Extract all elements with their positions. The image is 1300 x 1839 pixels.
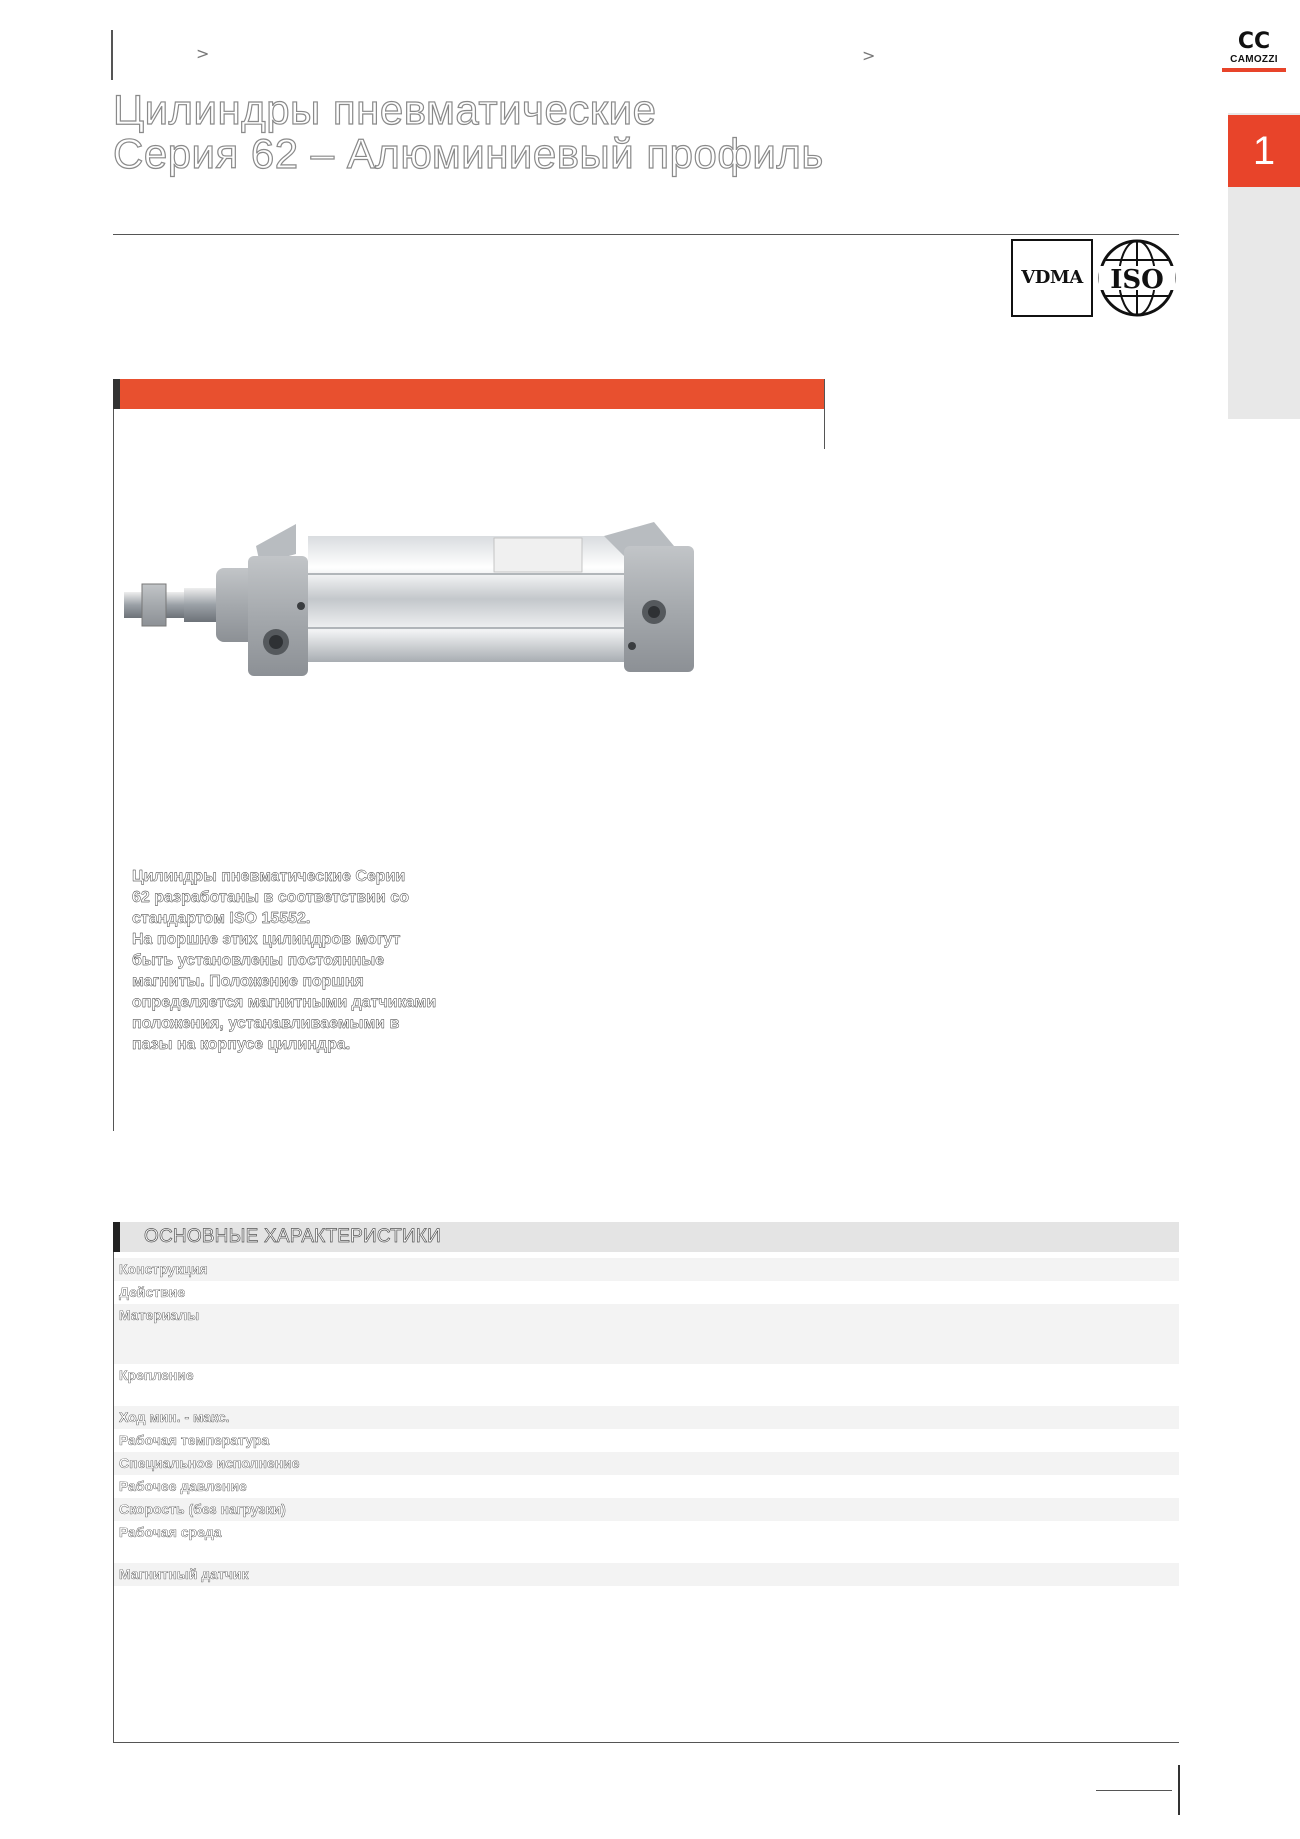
logo-underline (1222, 68, 1286, 72)
specs-bottom-border (113, 1742, 1179, 1743)
product-box-right-border (824, 379, 825, 449)
footer-bar (1178, 1765, 1180, 1815)
breadcrumb-bar (111, 30, 113, 80)
spec-row-special-version (114, 1452, 1179, 1475)
spec-label: Действие (119, 1284, 186, 1300)
spec-row-pressure (114, 1475, 1179, 1498)
vdma-logo: VDMA (1011, 239, 1093, 317)
spec-label: Специальное исполнение (119, 1455, 300, 1471)
spec-row-mounting (114, 1364, 1179, 1406)
product-header-bar (113, 379, 825, 409)
spec-label: Скорость (без нагрузки) (119, 1501, 286, 1517)
specs-heading: ОСНОВНЫЕ ХАРАКТЕРИСТИКИ (144, 1226, 441, 1247)
iso-globe-logo (1097, 238, 1177, 318)
spec-label: Рабочее давление (119, 1478, 247, 1494)
description-line: 62 разработаны в соответствии со (132, 889, 409, 906)
page-title (113, 88, 824, 176)
product-description (132, 866, 472, 1055)
title-divider (113, 234, 1179, 235)
breadcrumb-separator: > (196, 44, 210, 63)
description-line: определяется магнитными датчиками (132, 994, 437, 1011)
camozzi-logo (1222, 30, 1286, 76)
description-line: быть установлены постоянные (132, 952, 385, 969)
description-line: магниты. Положение поршня (132, 973, 364, 990)
spec-label: Рабочая среда (119, 1524, 222, 1540)
footer-line (1096, 1790, 1172, 1791)
spec-row-materials (114, 1304, 1179, 1364)
spec-label: Материалы (119, 1307, 200, 1323)
breadcrumb-separator: > (862, 46, 876, 65)
specs-table (114, 1258, 1179, 1586)
section-number-tab: 1 (1228, 115, 1300, 187)
spec-label: Ход мин. - макс. (119, 1409, 230, 1425)
product-box-left-border (113, 409, 114, 1131)
spec-row-speed (114, 1498, 1179, 1521)
spec-label: Конструкция (119, 1261, 208, 1277)
description-line: положения, устанавливаемыми в (132, 1015, 400, 1032)
description-line: стандартом ISO 15552. (132, 910, 311, 927)
spec-row-temperature (114, 1429, 1179, 1452)
description-line: пазы на корпусе цилиндра. (132, 1036, 351, 1053)
logo-text: CAMOZZI (1230, 54, 1278, 65)
spec-label: Магнитный датчик (119, 1566, 249, 1582)
product-header-marker (113, 379, 120, 409)
spec-row-medium (114, 1521, 1179, 1563)
iso-logo-text: ISO (1110, 265, 1164, 295)
description-line: Цилиндры пневматические Серии (132, 868, 406, 885)
spec-label: Крепление (119, 1367, 194, 1383)
specs-header-marker (113, 1222, 120, 1252)
description-line: На поршне этих цилиндров могут (132, 931, 401, 948)
spec-row-magnetic-sensor (114, 1563, 1179, 1586)
logo-mark: CC (1237, 29, 1271, 54)
title-line-1: Цилиндры пневматические (113, 86, 657, 133)
cylinder-product-image (124, 516, 804, 716)
spec-row-stroke (114, 1406, 1179, 1429)
title-line-2: Серия 62 – Алюминиевый профиль (113, 130, 824, 177)
spec-row-action (114, 1281, 1179, 1304)
spec-row-construction (114, 1258, 1179, 1281)
spec-label: Рабочая температура (119, 1432, 270, 1448)
